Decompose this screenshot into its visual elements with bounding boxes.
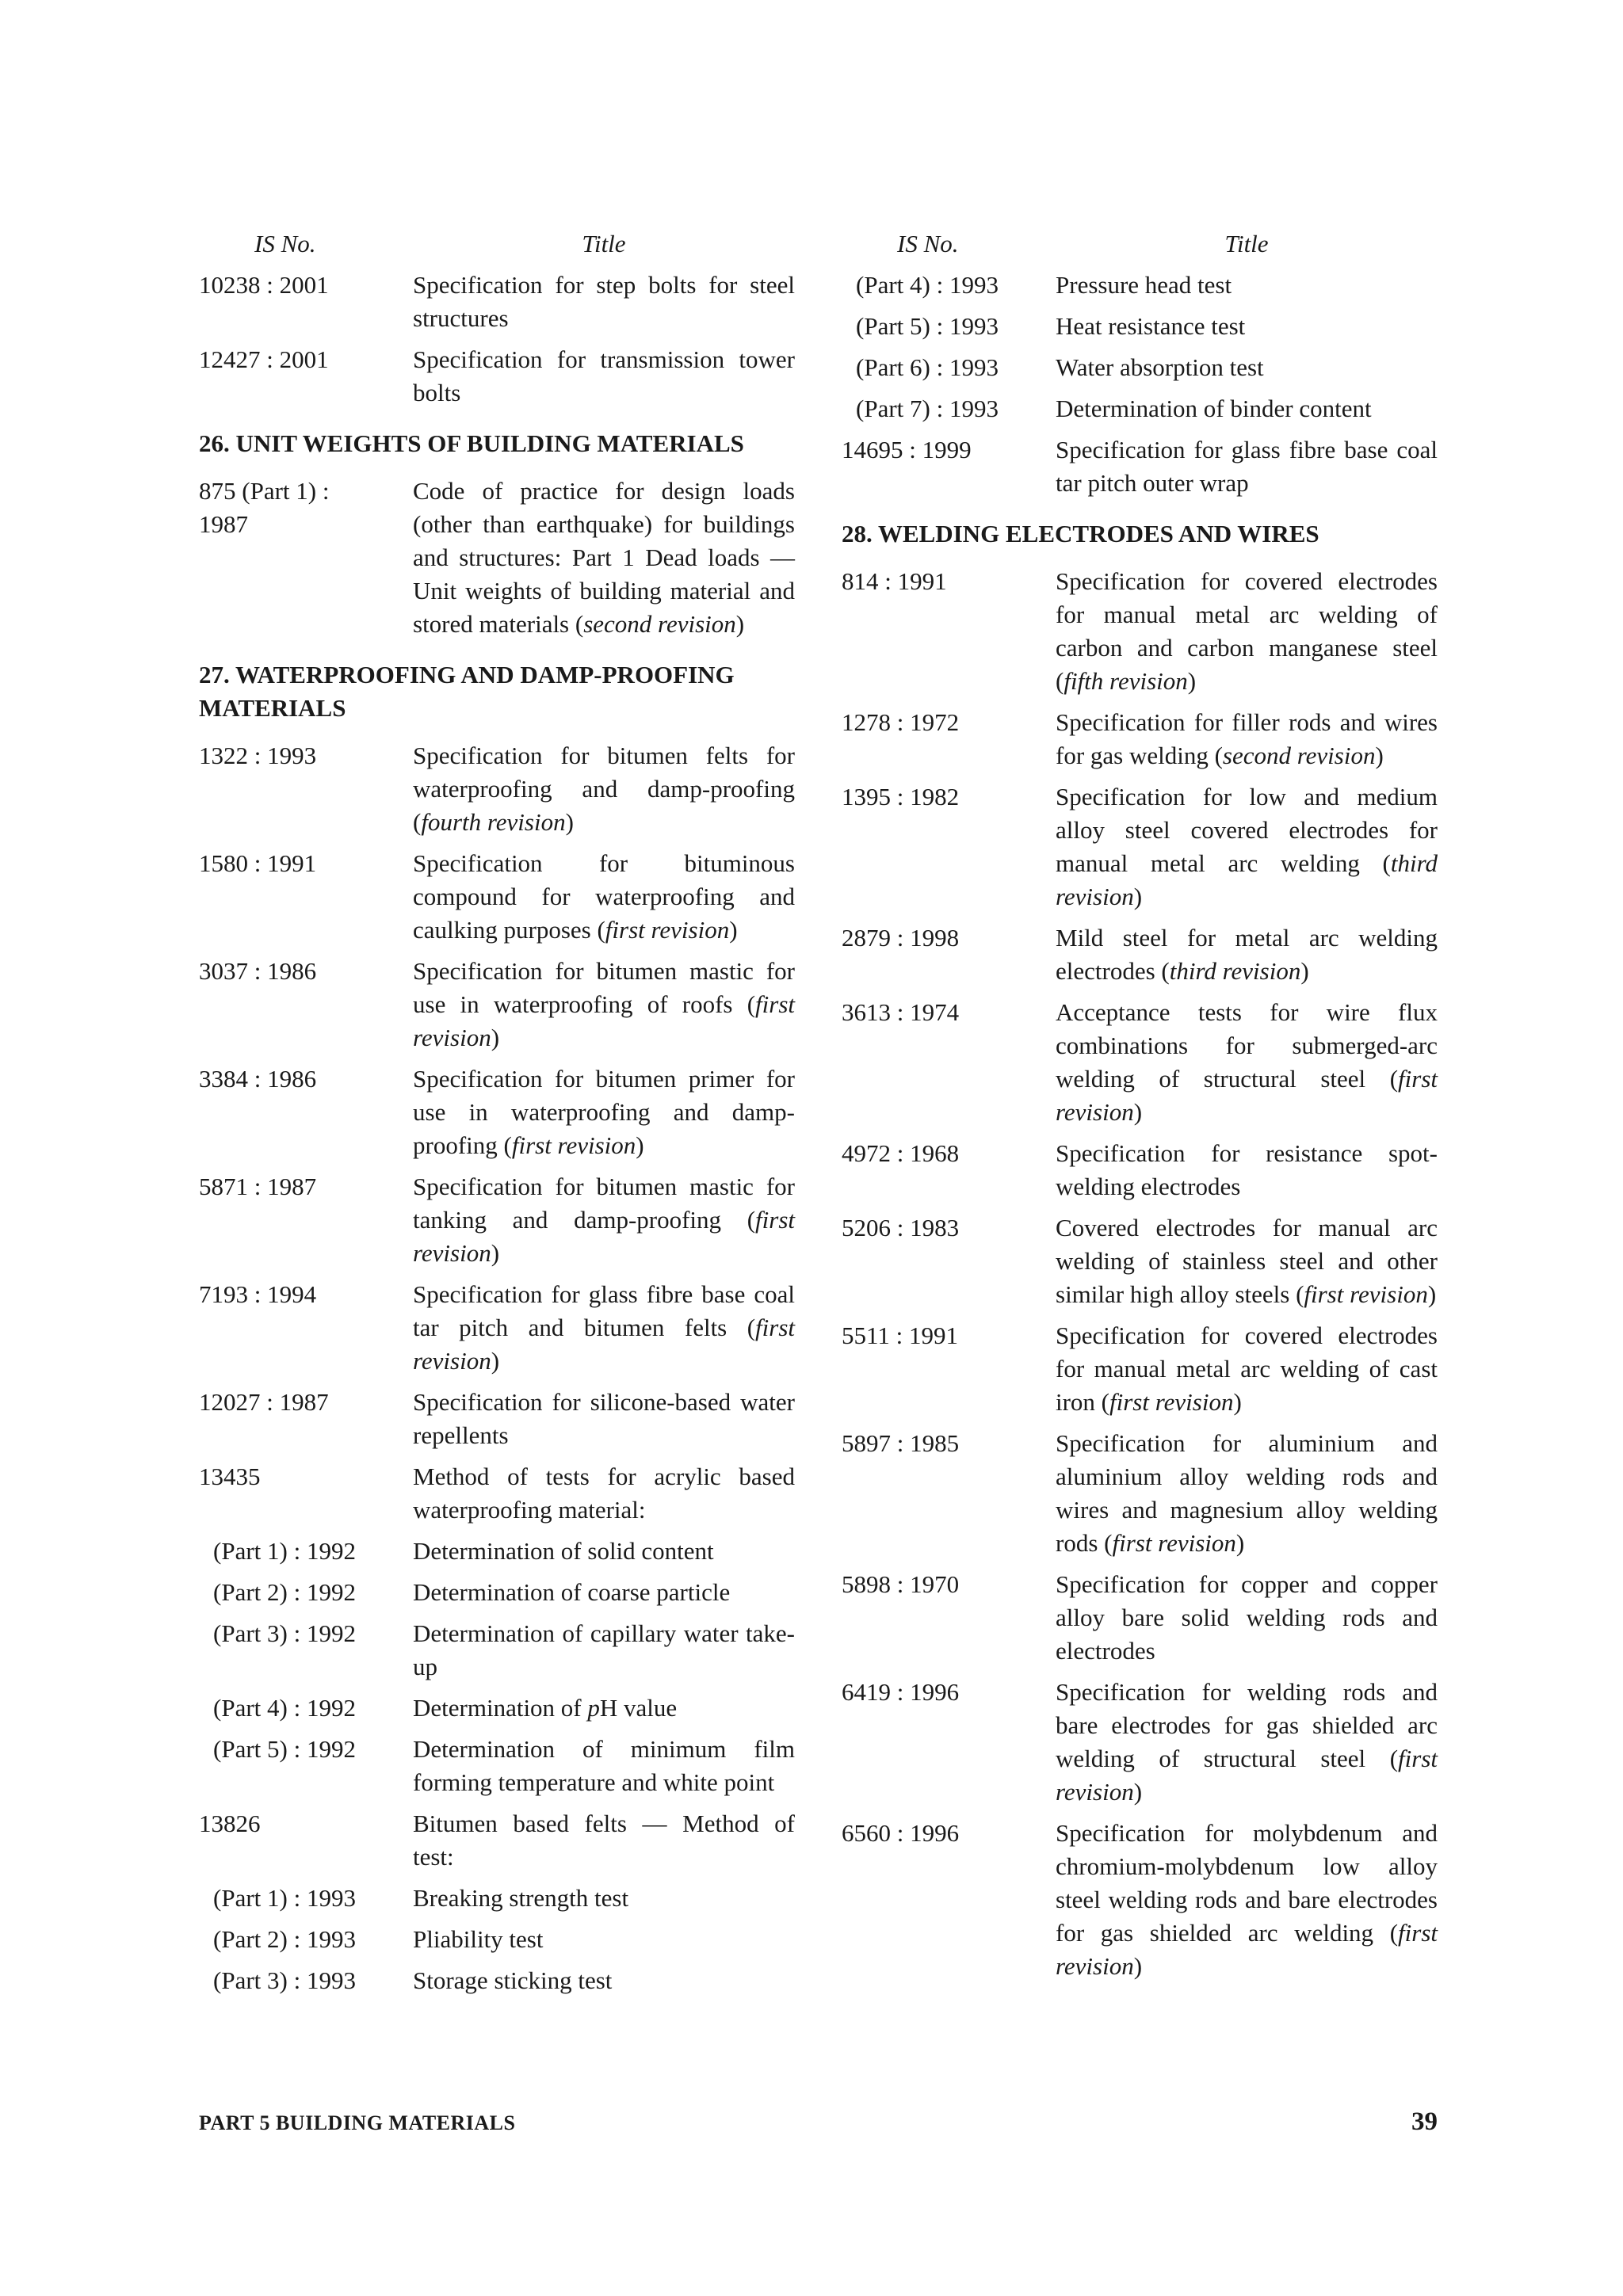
standard-title: [1056, 392, 1438, 425]
title-tail: ): [1427, 1280, 1437, 1308]
standard-row: [842, 780, 1438, 913]
is-number: 14695 : 1999: [842, 436, 972, 463]
standard-title: [413, 269, 795, 335]
left-column: [199, 227, 795, 2005]
standard-title: [1056, 310, 1438, 343]
standard-row: [199, 269, 795, 335]
title-text: Specification for transmission tower bolts: [413, 345, 795, 406]
is-number: 5206 : 1983: [842, 1214, 960, 1241]
standard-title: [413, 1733, 795, 1799]
is-number: 2879 : 1998: [842, 924, 960, 952]
revision-note: first revision: [1056, 1745, 1438, 1806]
is-number: 1395 : 1982: [842, 783, 960, 810]
title-text: Determination of: [413, 1694, 588, 1722]
standard-title: [1056, 1211, 1438, 1311]
is-number: 3384 : 1986: [199, 1065, 317, 1093]
is-number: 6560 : 1996: [842, 1819, 960, 1847]
is-number: 13435: [199, 1463, 261, 1490]
title-text: Specification for filler rods and wires for gas welding (: [1056, 708, 1438, 769]
title-text: Method of tests for acrylic based waterproofing material:: [413, 1463, 795, 1524]
is-number: (Part 1) : 1992: [213, 1537, 356, 1565]
title-tail: ): [1133, 883, 1143, 910]
standard-title: [1056, 706, 1438, 772]
standard-title: [1056, 1817, 1438, 1983]
is-number: (Part 4) : 1993: [856, 271, 999, 299]
revision-note: first revision: [1112, 1529, 1236, 1557]
is-number: 5897 : 1985: [842, 1429, 960, 1457]
revision-note: first revision: [1109, 1388, 1234, 1416]
standard-title: [1056, 565, 1438, 698]
title-text: Specification for bitumen felts for waterproofing and damp-proofing (: [413, 742, 795, 836]
standard-row: [199, 1460, 795, 1527]
title-tail: ): [491, 1024, 500, 1051]
is-number: 814 : 1991: [842, 567, 947, 595]
title-tail: ): [1133, 1778, 1143, 1806]
title-text: Specification for glass fibre base coal tar pitch outer wrap: [1056, 436, 1438, 497]
column-header: [199, 227, 795, 261]
is-number: 1322 : 1993: [199, 742, 317, 769]
revision-note: fourth revision: [421, 808, 566, 836]
footer-part-label: PART 5 BUILDING MATERIALS: [199, 2111, 516, 2134]
standard-title: [413, 1617, 795, 1684]
standard-title: [413, 343, 795, 410]
is-number: (Part 4) : 1992: [213, 1694, 356, 1722]
standard-row: [842, 1568, 1438, 1668]
standard-title: [1056, 351, 1438, 384]
standard-part-row: [842, 351, 1438, 384]
title-text: Specification for covered electrodes for manual metal arc welding of cast iron (: [1056, 1322, 1438, 1416]
is-number: 3613 : 1974: [842, 998, 960, 1026]
is-number: (Part 6) : 1993: [856, 353, 999, 381]
is-number: 1580 : 1991: [199, 849, 317, 877]
title-text: Bitumen based felts — Method of test:: [413, 1810, 795, 1871]
title-text: Determination of capillary water take-up: [413, 1619, 795, 1680]
standard-row: [199, 847, 795, 947]
page-footer: [199, 2107, 1438, 2137]
standard-part-row: [842, 392, 1438, 425]
standard-title: [1056, 1427, 1438, 1560]
standard-title: [413, 1807, 795, 1874]
is-number: (Part 3) : 1993: [213, 1966, 356, 1994]
revision-note: p: [587, 1694, 600, 1722]
standard-title: [413, 1923, 795, 1956]
revision-note: first revision: [511, 1131, 636, 1159]
standard-title: [1056, 780, 1438, 913]
standard-title: [1056, 921, 1438, 988]
standard-row: [842, 921, 1438, 988]
title-text: Specification for bitumen primer for use in waterproofing and damp-proofing (: [413, 1065, 795, 1159]
header-title: Title: [1224, 230, 1269, 257]
is-number: (Part 5) : 1993: [856, 312, 999, 340]
is-number: 4972 : 1968: [842, 1139, 960, 1167]
title-text: Mild steel for metal arc welding electrodes (: [1056, 924, 1438, 985]
is-number: (Part 7) : 1993: [856, 395, 999, 422]
is-number: (Part 1) : 1993: [213, 1884, 356, 1912]
title-text: Code of practice for design loads (other than earthquake) for buildings and structures: Part 1 Dead loads — Unit weights of building material and stored materials (: [413, 477, 795, 638]
is-number: (Part 2) : 1993: [213, 1925, 356, 1953]
is-number: 875 (Part 1) : 1987: [199, 477, 330, 538]
standard-part-row: [199, 1923, 795, 1956]
page-number: 39: [1411, 2107, 1438, 2136]
standard-title: [1056, 1676, 1438, 1809]
is-number: 6419 : 1996: [842, 1678, 960, 1706]
section-heading: 28. WELDING ELECTRODES AND WIRES: [842, 520, 1319, 547]
section-heading: 27. WATERPROOFING AND DAMP-PROOFING MATERIALS: [199, 661, 735, 722]
standard-part-row: [199, 1576, 795, 1609]
revision-note: first revision: [1056, 1065, 1438, 1126]
standard-part-row: [199, 1617, 795, 1684]
standard-title: [413, 1882, 795, 1915]
standard-title: [413, 1691, 795, 1725]
title-tail: ): [1133, 1098, 1143, 1126]
standard-row: [842, 1676, 1438, 1809]
title-text: Specification for resistance spot-welding electrodes: [1056, 1139, 1438, 1200]
standard-title: [413, 1386, 795, 1452]
standard-part-row: [842, 269, 1438, 302]
standard-title: [413, 475, 795, 641]
title-text: Breaking strength test: [413, 1884, 629, 1912]
header-is-no: IS No.: [254, 230, 316, 257]
left-list: [199, 269, 795, 1997]
standard-title: [413, 955, 795, 1055]
standard-row: [842, 1817, 1438, 1983]
standard-title: [413, 1170, 795, 1270]
standard-part-row: [842, 310, 1438, 343]
standard-title: [1056, 1568, 1438, 1668]
is-number: 3037 : 1986: [199, 957, 317, 985]
revision-note: second revision: [1222, 742, 1376, 769]
title-tail: ): [1133, 1952, 1143, 1980]
right-column: [842, 227, 1438, 1991]
standard-row: [842, 706, 1438, 772]
title-text: Specification for bituminous compound for waterproofing and caulking purposes (: [413, 849, 795, 944]
standard-title: [413, 1535, 795, 1568]
title-text: Determination of binder content: [1056, 395, 1372, 422]
header-is-no: IS No.: [897, 230, 959, 257]
title-tail: H value: [599, 1694, 678, 1722]
revision-note: first revision: [413, 1314, 795, 1375]
header-title: Title: [582, 230, 626, 257]
is-number: (Part 2) : 1992: [213, 1578, 356, 1606]
standard-title: [413, 1964, 795, 1997]
standard-title: [1056, 1319, 1438, 1419]
is-number: 1278 : 1972: [842, 708, 960, 736]
standard-title: [413, 847, 795, 947]
title-text: Specification for low and medium alloy steel covered electrodes for manual metal arc welding (: [1056, 783, 1438, 877]
standard-row: [842, 1137, 1438, 1203]
standard-row: [842, 996, 1438, 1129]
standard-row: [199, 475, 795, 641]
title-text: Covered electrodes for manual arc welding of stainless steel and other similar high alloy steels (: [1056, 1214, 1438, 1308]
title-text: Specification for silicone-based water repellents: [413, 1388, 795, 1449]
standard-title: [413, 1576, 795, 1609]
standard-row: [199, 343, 795, 410]
title-text: Specification for aluminium and aluminium alloy welding rods and wires and magnesium alloy welding rods (: [1056, 1429, 1438, 1557]
title-tail: ): [1300, 957, 1309, 985]
is-number: 12027 : 1987: [199, 1388, 329, 1416]
title-text: Specification for covered electrodes for manual metal arc welding of carbon and carbon manganese steel (: [1056, 567, 1438, 695]
standard-row: [199, 1386, 795, 1452]
revision-note: first revision: [1304, 1280, 1428, 1308]
title-tail: ): [1235, 1529, 1245, 1557]
title-text: Determination of coarse particle: [413, 1578, 731, 1606]
is-number: 7193 : 1994: [199, 1280, 317, 1308]
revision-note: third revision: [1169, 957, 1301, 985]
is-number: 5871 : 1987: [199, 1173, 317, 1200]
title-text: Specification for molybdenum and chromium-molybdenum low alloy steel welding rods and bare electrodes for gas shielded arc welding (: [1056, 1819, 1438, 1947]
is-number: 5511 : 1991: [842, 1322, 958, 1349]
title-text: Storage sticking test: [413, 1966, 613, 1994]
title-text: Specification for step bolts for steel structures: [413, 271, 795, 332]
standard-row: [199, 739, 795, 839]
title-text: Specification for welding rods and bare electrodes for gas shielded arc welding of structural steel (: [1056, 1678, 1438, 1772]
standard-row: [842, 433, 1438, 500]
title-text: Specification for bitumen mastic for tanking and damp-proofing (: [413, 1173, 795, 1234]
title-text: Pressure head test: [1056, 271, 1232, 299]
title-text: Determination of solid content: [413, 1537, 714, 1565]
title-text: Pliability test: [413, 1925, 544, 1953]
is-number: (Part 3) : 1992: [213, 1619, 356, 1647]
title-tail: ): [1187, 667, 1197, 695]
standard-row: [842, 1427, 1438, 1560]
standard-title: [413, 1460, 795, 1527]
revision-note: first revision: [413, 990, 795, 1051]
revision-note: second revision: [583, 610, 736, 638]
title-tail: ): [729, 916, 738, 944]
standard-part-row: [199, 1733, 795, 1799]
is-number: (Part 5) : 1992: [213, 1735, 356, 1763]
standard-row: [199, 1807, 795, 1874]
standard-title: [413, 1062, 795, 1162]
standard-title: [413, 739, 795, 839]
standard-row: [199, 1170, 795, 1270]
title-tail: ): [735, 610, 745, 638]
standard-part-row: [199, 1882, 795, 1915]
standard-row: [842, 1211, 1438, 1311]
right-list: [842, 269, 1438, 1983]
standard-row: [842, 1319, 1438, 1419]
standard-title: [413, 1278, 795, 1378]
title-tail: ): [491, 1347, 500, 1375]
is-number: 5898 : 1970: [842, 1570, 960, 1598]
is-number: 12427 : 2001: [199, 345, 329, 373]
title-text: Specification for glass fibre base coal tar pitch and bitumen felts (: [413, 1280, 795, 1341]
standard-row: [842, 565, 1438, 698]
standard-row: [199, 1062, 795, 1162]
standard-part-row: [199, 1964, 795, 1997]
revision-note: first revision: [605, 916, 730, 944]
title-tail: ): [1233, 1388, 1242, 1416]
revision-note: third revision: [1056, 849, 1438, 910]
revision-note: fifth revision: [1064, 667, 1188, 695]
title-text: Determination of minimum film forming temperature and white point: [413, 1735, 795, 1796]
revision-note: first revision: [413, 1206, 795, 1267]
standard-title: [1056, 996, 1438, 1129]
title-tail: ): [636, 1131, 644, 1159]
column-header: [842, 227, 1438, 261]
revision-note: first revision: [1056, 1919, 1438, 1980]
standard-row: [199, 955, 795, 1055]
standard-row: [199, 1278, 795, 1378]
standard-part-row: [199, 1691, 795, 1725]
is-number: 10238 : 2001: [199, 271, 329, 299]
is-number: 13826: [199, 1810, 261, 1837]
standard-title: [1056, 433, 1438, 500]
section-heading: 26. UNIT WEIGHTS OF BUILDING MATERIALS: [199, 429, 744, 457]
title-text: Water absorption test: [1056, 353, 1264, 381]
standard-title: [1056, 269, 1438, 302]
standard-part-row: [199, 1535, 795, 1568]
title-text: Specification for copper and copper alloy bare solid welding rods and electrodes: [1056, 1570, 1438, 1665]
title-tail: ): [1375, 742, 1384, 769]
title-text: Specification for bitumen mastic for use in waterproofing of roofs (: [413, 957, 795, 1018]
title-text: Heat resistance test: [1056, 312, 1246, 340]
title-text: Acceptance tests for wire flux combinations for submerged-arc welding of structural steel (: [1056, 998, 1438, 1093]
title-tail: ): [491, 1239, 500, 1267]
title-tail: ): [565, 808, 574, 836]
standard-title: [1056, 1137, 1438, 1203]
